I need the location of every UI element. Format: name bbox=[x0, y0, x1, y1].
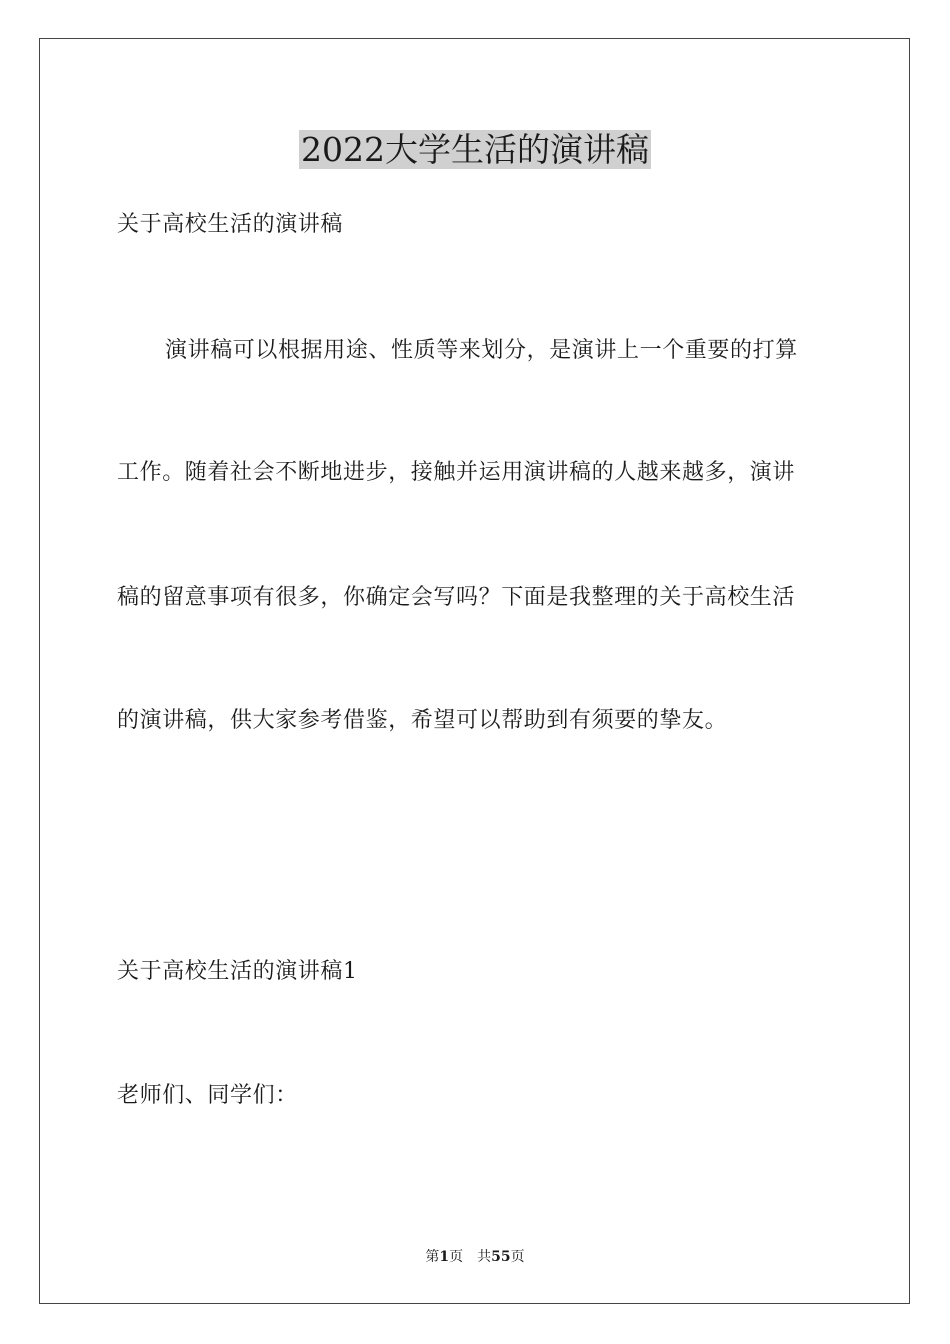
intro-line-4: 的演讲稿，供大家参考借鉴，希望可以帮助到有须要的挚友。 bbox=[117, 708, 728, 733]
page-prefix: 第 bbox=[425, 1249, 440, 1265]
total-prefix: 共 bbox=[477, 1249, 492, 1265]
intro-line-1: 演讲稿可以根据用途、性质等来划分，是演讲上一个重要的打算 bbox=[165, 338, 798, 363]
document-title-text: 2022大学生活的演讲稿 bbox=[301, 130, 649, 169]
page-suffix: 页 bbox=[449, 1249, 464, 1265]
greeting-line: 老师们、同学们： bbox=[117, 1083, 298, 1108]
intro-line-2: 工作。随着社会不断地进步，接触并运用演讲稿的人越来越多，演讲 bbox=[117, 460, 796, 485]
document-title bbox=[0, 128, 950, 172]
total-suffix: 页 bbox=[510, 1249, 525, 1265]
page-footer bbox=[0, 1247, 950, 1267]
page-number: 1 bbox=[439, 1249, 450, 1265]
document-subtitle: 关于高校生活的演讲稿 bbox=[117, 212, 344, 237]
total-pages: 55 bbox=[491, 1249, 511, 1265]
intro-line-3: 稿的留意事项有很多，你确定会写吗？下面是我整理的关于高校生活 bbox=[117, 585, 796, 610]
section-heading: 关于高校生活的演讲稿1 bbox=[117, 959, 358, 984]
